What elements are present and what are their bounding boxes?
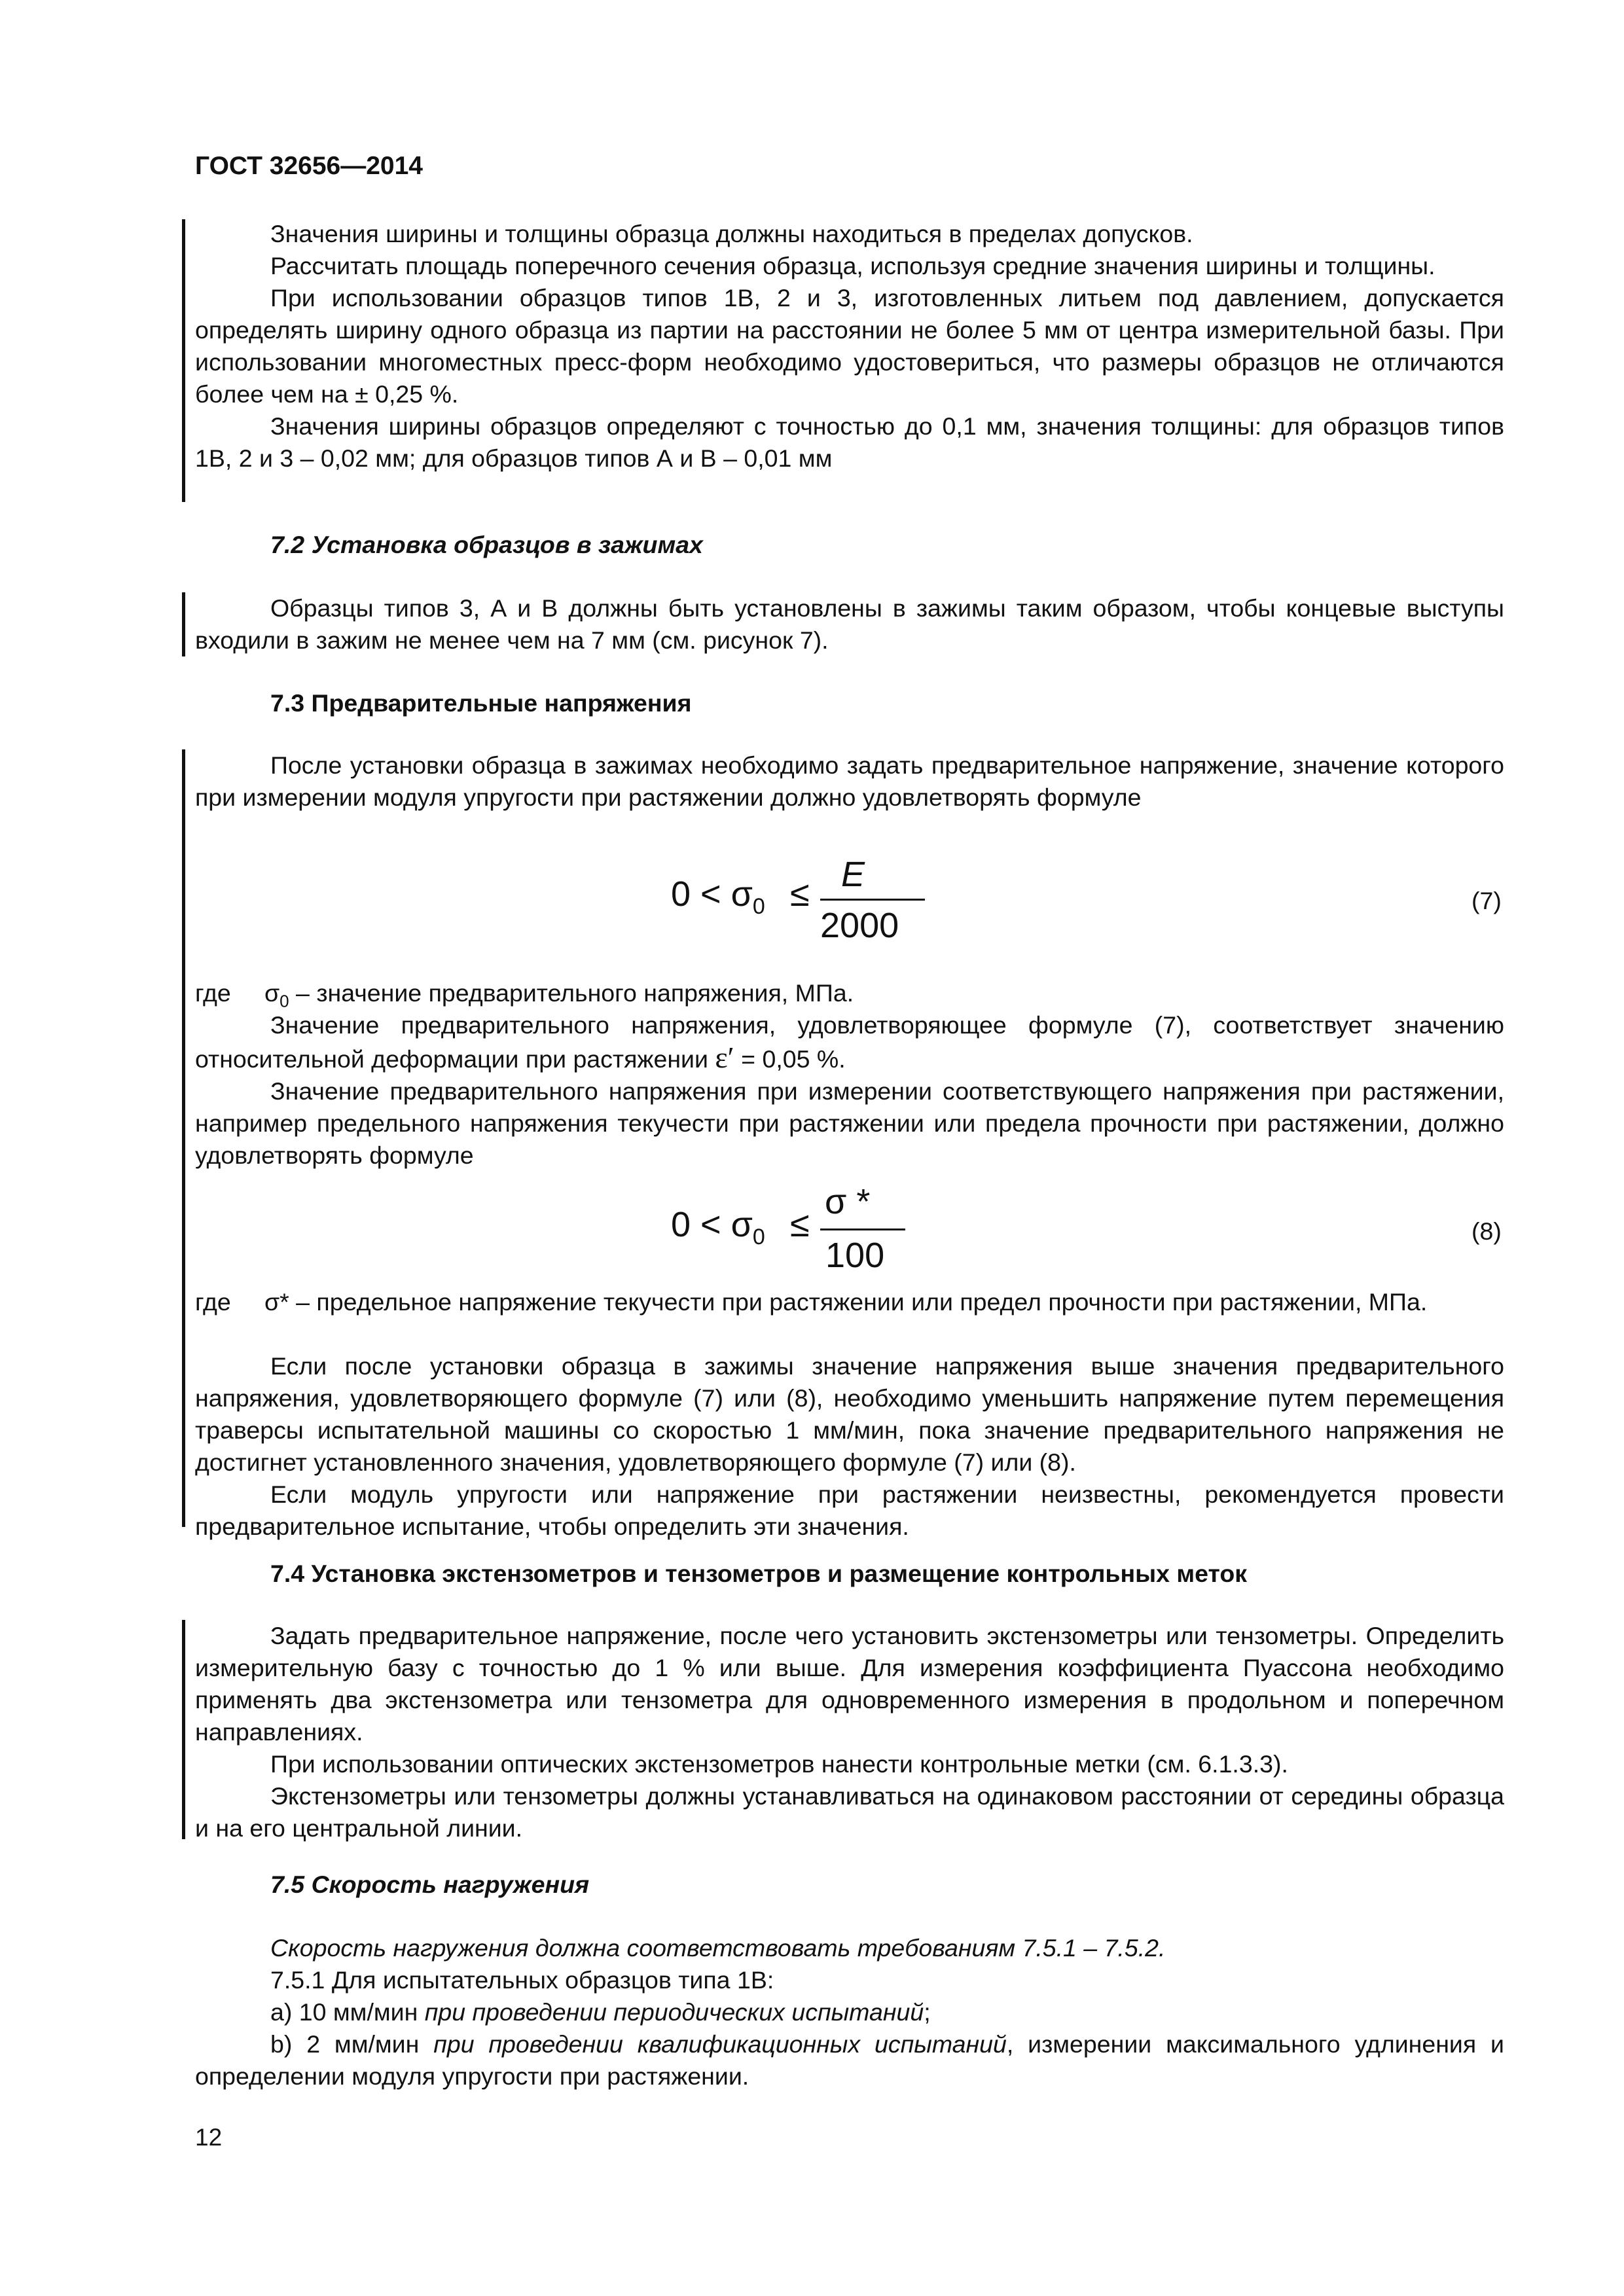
text: , измерении максимального удлинения и определении модуля упругости при растяжении. <box>195 2030 1504 2090</box>
section-heading-7-2 <box>270 529 1501 561</box>
formula-numerator: σ * <box>825 1182 871 1221</box>
paragraph <box>195 1009 1504 1075</box>
section-7-4-body <box>195 1620 1504 1844</box>
section-7-3-body-2 <box>195 1009 1504 1172</box>
italic-text: при проведении периодических испытаний <box>424 1998 924 2026</box>
text: = 0,05 %. <box>734 1045 846 1073</box>
formula-subscript: 0 <box>752 893 765 919</box>
epsilon-symbol: ε′ <box>715 1041 734 1074</box>
list-item-a <box>195 1996 1504 2028</box>
where-definition: σ* – предельное напряжение текучести при растяжении или предел прочности при растяжении, МПа. <box>264 1288 1428 1316</box>
formula-denominator: 2000 <box>820 906 899 945</box>
symbol: σ <box>264 979 280 1007</box>
revision-bar <box>182 592 185 656</box>
where-label: где <box>195 979 231 1007</box>
paragraph: Рассчитать площадь поперечного сечения образца, используя средние значения ширины и толщины. <box>270 252 1435 279</box>
section-7-3-body <box>195 749 1504 814</box>
document-header: ГОСТ 32656—2014 <box>195 152 423 180</box>
paragraph: Задать предварительное напряжение, после чего установить экстензометры или тензометры. Определить измерительную базу с точностью до 1 % или выше. Для измерения коэффициента Пуассона необходимо применять два экстензометра или тензометра для одновременного измерения в продольном и поперечном направлениях. <box>195 1622 1504 1746</box>
section-heading-7-5 <box>270 1869 1501 1901</box>
paragraph: Если после установки образца в зажимы значение напряжения выше значения предварительного напряжения, удовлетворяющего формуле (7) или (8), необходимо уменьшить напряжение путем перемещения траверсы испытательной машины со скоростью 1 мм/мин, пока значение предварительного напряжения не достигнет установленного значения, удовлетворяющего формуле (7) или (8). <box>195 1352 1504 1476</box>
intro-paragraphs <box>195 218 1504 475</box>
text: Значение предварительного напряжения, удовлетворяющее формуле (7), соответствует значению относительной деформации при растяжении <box>195 1011 1504 1073</box>
list-item-b <box>195 2028 1504 2092</box>
paragraph: Образцы типов 3, А и В должны быть установлены в зажимы таким образом, чтобы концевые выступы входили в зажим не менее чем на 7 мм (см. рисунок 7). <box>195 594 1504 654</box>
formula-denominator: 100 <box>825 1236 885 1275</box>
le-sign: ≤ <box>790 1205 810 1244</box>
revision-bar <box>182 219 185 502</box>
paragraph: Значения ширины образцов определяют с точностью до 0,1 мм, значения толщины: для образцов типов 1В, 2 и 3 – 0,02 мм; для образцов типов А и В – 0,01 мм <box>195 412 1504 472</box>
paragraph: После установки образца в зажимах необходимо задать предварительное напряжение, значение которого при измерении модуля упругости при растяжении должно удовлетворять формуле <box>195 751 1504 811</box>
section-7-5-body <box>195 1932 1504 2092</box>
symbol-subscript: 0 <box>280 991 289 1011</box>
paragraph: При использовании образцов типов 1В, 2 и 3, изготовленных литьем под давлением, допускается определять ширину одного образца из партии на расстоянии не более 5 мм от центра измерительной базы. При использовании многоместных пресс-форм необходимо удостовериться, что размеры образцов не отличаются более чем на ± 0,25 %. <box>195 284 1504 408</box>
revision-bar <box>182 1620 185 1839</box>
fraction-line <box>820 1229 905 1230</box>
section-number: 7.2 <box>270 531 305 558</box>
paragraph: Скорость нагружения должна соответствовать требованиям 7.5.1 – 7.5.2. <box>270 1934 1166 1962</box>
revision-bar <box>182 749 185 1527</box>
paragraph: Значение предварительного напряжения при измерении соответствующего напряжения при растяжении, например предельного напряжения текучести при растяжении или предела прочности при растяжении, должно удовлетворять формуле <box>195 1077 1504 1169</box>
formula-subscript: 0 <box>752 1224 765 1249</box>
text: ; <box>924 1998 931 2026</box>
formula-number: (7) <box>1471 887 1502 914</box>
formula-7 <box>671 854 907 952</box>
formula-number: (8) <box>1471 1217 1502 1245</box>
section-heading-7-4: 7.4 Установка экстензометров и тензометров и размещение контрольных меток <box>270 1560 1248 1587</box>
paragraph: Значения ширины и толщины образца должны находиться в пределах допусков. <box>270 220 1193 247</box>
formula-lhs: 0 < σ <box>671 874 753 914</box>
page-number: 12 <box>195 2124 223 2151</box>
le-sign: ≤ <box>790 874 810 914</box>
text: a) 10 мм/мин <box>270 1998 425 2026</box>
paragraph: Если модуль упругости или напряжение при растяжении неизвестны, рекомендуется провести предварительное испытание, чтобы определить эти значения. <box>195 1480 1504 1540</box>
definition-text: – значение предварительного напряжения, МПа. <box>289 979 854 1007</box>
section-title: Установка образцов в зажимах <box>311 531 703 558</box>
section-7-2-body <box>195 592 1504 656</box>
section-number: 7.5 <box>270 1871 305 1898</box>
section-7-3-body-3 <box>195 1350 1504 1543</box>
text: b) 2 мм/мин <box>270 2030 434 2058</box>
formula-8 <box>671 1181 907 1280</box>
section-heading-7-3: 7.3 Предварительные напряжения <box>270 689 692 717</box>
italic-text: при проведении квалификационных испытаний <box>433 2030 1007 2058</box>
paragraph: При использовании оптических экстензометров нанести контрольные метки (см. 6.1.3.3). <box>270 1750 1288 1778</box>
paragraph: Экстензометры или тензометры должны устанавливаться на одинаковом расстоянии от середины образца и на его центральной линии. <box>195 1782 1504 1842</box>
fraction-line <box>820 899 925 901</box>
where-label: где <box>195 1288 231 1316</box>
paragraph: 7.5.1 Для испытательных образцов типа 1В: <box>270 1966 774 1994</box>
section-title: Скорость нагружения <box>311 1871 590 1898</box>
formula-lhs: 0 < σ <box>671 1205 753 1244</box>
formula-numerator: E <box>841 855 865 894</box>
